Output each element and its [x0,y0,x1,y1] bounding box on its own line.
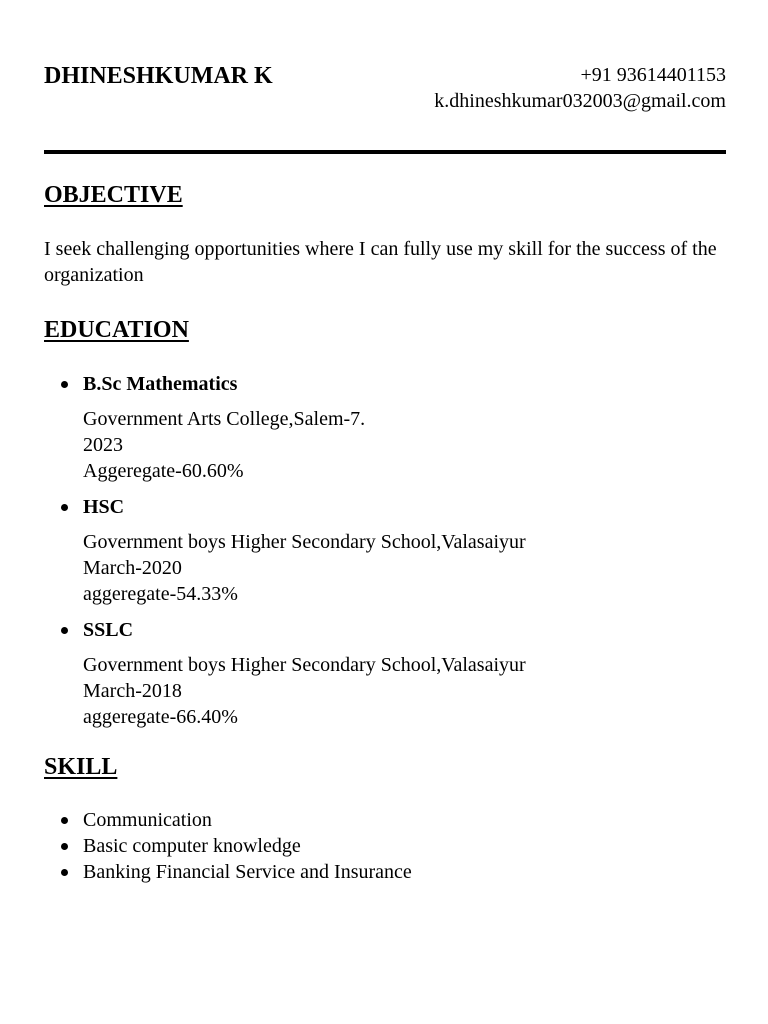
objective-heading: OBJECTIVE [44,182,183,208]
resume-header [44,60,726,120]
education-degree: B.Sc Mathematics [83,373,238,395]
resume-page [44,0,726,1024]
skill-item [44,859,726,885]
candidate-name: DHINESHKUMAR K [44,63,273,89]
contact-info [434,62,726,114]
education-aggregate: aggeregate-66.40% [83,706,238,728]
education-list [44,371,726,740]
education-institution: Government boys Higher Secondary School,Valasaiyur [83,654,526,676]
skill-heading: SKILL [44,754,118,780]
education-details [83,406,726,484]
education-degree: HSC [83,496,125,518]
skill-item [44,833,726,859]
education-institution: Government boys Higher Secondary School,Valasaiyur [83,531,526,553]
skill-list [44,807,726,885]
bullet-icon [61,817,68,824]
phone-number: +91 93614401153 [580,64,726,86]
education-item-sslc [44,617,726,730]
education-details [83,529,726,607]
education-aggregate: Aggeregate-60.60% [83,460,244,482]
skill-label: Basic computer knowledge [83,835,301,857]
bullet-icon [61,843,68,850]
education-aggregate: aggeregate-54.33% [83,583,238,605]
education-details [83,652,726,730]
education-date: 2023 [83,434,123,456]
skill-label: Banking Financial Service and Insurance [83,861,412,883]
bullet-icon [61,627,68,634]
skill-label: Communication [83,809,212,831]
header-divider [44,150,726,154]
bullet-icon [61,381,68,388]
education-institution: Government Arts College,Salem-7. [83,408,366,430]
education-degree: SSLC [83,619,134,641]
email-address: k.dhineshkumar032003@gmail.com [434,90,726,112]
skill-item [44,807,726,833]
education-date: March-2018 [83,680,182,702]
bullet-icon [61,869,68,876]
education-item-bsc [44,371,726,484]
education-heading: EDUCATION [44,317,189,343]
objective-text: I seek challenging opportunities where I can fully use my skill for the success of the organization [44,238,717,286]
education-item-hsc [44,494,726,607]
bullet-icon [61,504,68,511]
education-date: March-2020 [83,557,182,579]
